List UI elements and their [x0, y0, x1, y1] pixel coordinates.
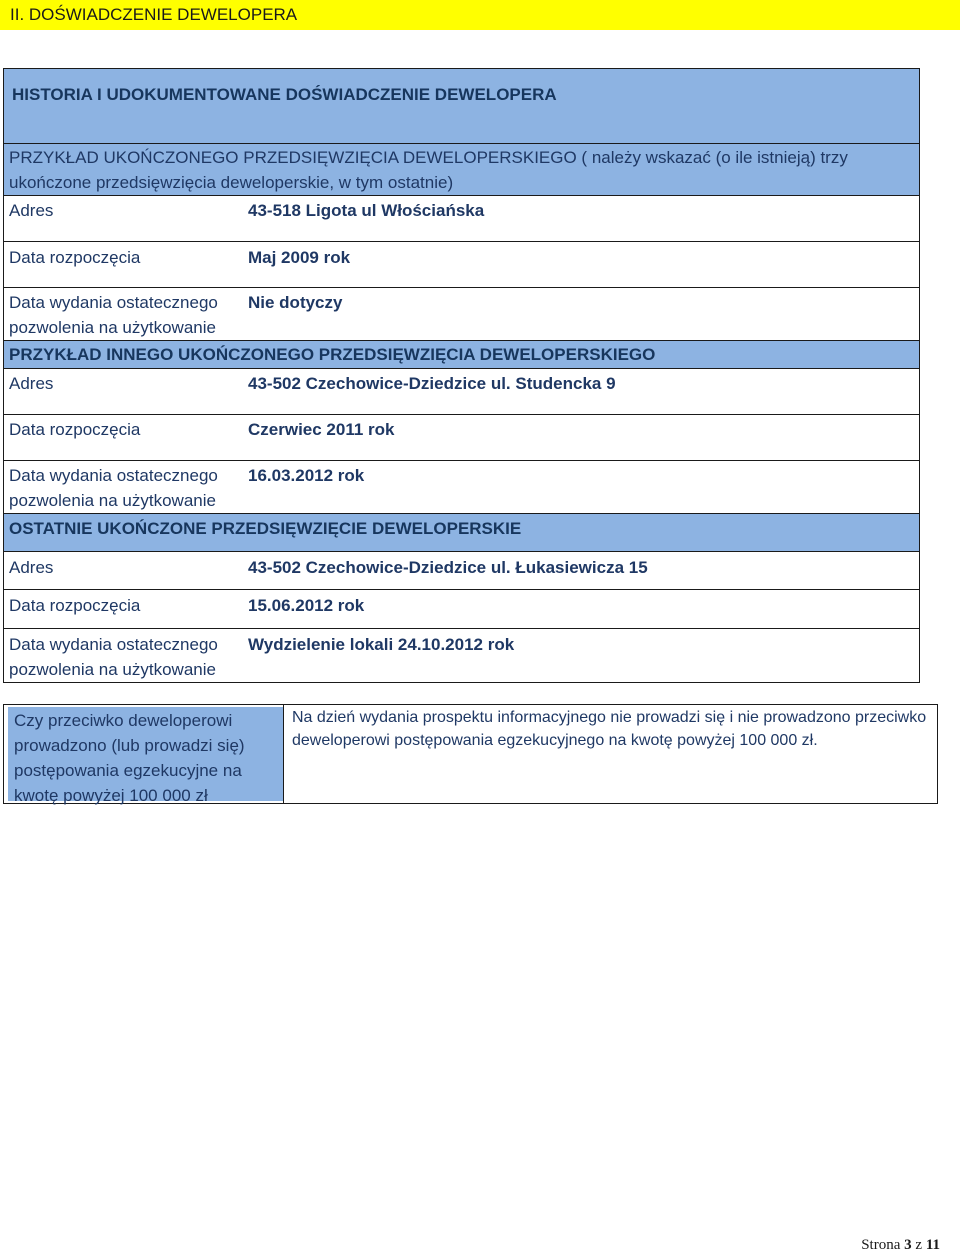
latest-address-row — [3, 551, 920, 590]
example1-permit-value: Nie dotyczy — [248, 293, 343, 312]
footer-total-pages: 11 — [925, 1237, 940, 1253]
latest-header: OSTATNIE UKOŃCZONE PRZEDSIĘWZIĘCIE DEWELOPERSKIE — [9, 519, 522, 538]
enforcement-box — [3, 704, 938, 804]
example1-start-row — [3, 241, 920, 288]
section-title-text: II. DOŚWIADCZENIE DEWELOPERA — [10, 5, 298, 24]
example1-address-label: Adres — [9, 201, 54, 220]
example1-start-value: Maj 2009 rok — [248, 248, 351, 267]
example1-address-row — [3, 195, 920, 242]
footer-current-page: 3 — [904, 1237, 912, 1253]
enforcement-answer: Na dzień wydania prospektu informacyjnego nie prowadzi się i nie prowadzono przeciwko deweloperowi postępowania egzekucyjnego na kwotę powyżej 100 000 zł. — [292, 709, 927, 749]
example2-permit-label-1: Data wydania ostatecznego — [9, 466, 218, 485]
enforcement-question-cell — [8, 707, 284, 805]
page-footer — [861, 1237, 940, 1254]
example2-permit-row — [3, 460, 920, 514]
example2-start-label: Data rozpoczęcia — [9, 420, 141, 439]
footer-middle: z — [911, 1237, 926, 1253]
example2-permit-value: 16.03.2012 rok — [248, 466, 365, 485]
latest-start-row — [3, 589, 920, 629]
section-title — [0, 0, 960, 30]
example1-start-label: Data rozpoczęcia — [9, 248, 141, 267]
example2-header: PRZYKŁAD INNEGO UKOŃCZONEGO PRZEDSIĘWZIĘCIA DEWELOPERSKIEGO — [9, 345, 656, 364]
history-header: HISTORIA I UDOKUMENTOWANE DOŚWIADCZENIE DEWELOPERA — [12, 85, 557, 104]
example1-permit-row — [3, 287, 920, 341]
latest-permit-label-2: pozwolenia na użytkowanie — [9, 660, 216, 679]
example2-header-cell — [3, 340, 920, 369]
example1-permit-label-1: Data wydania ostatecznego — [9, 293, 218, 312]
footer-prefix: Strona — [861, 1237, 905, 1253]
latest-permit-label-1: Data wydania ostatecznego — [9, 635, 218, 654]
latest-start-label: Data rozpoczęcia — [9, 596, 141, 615]
latest-address-value: 43-502 Czechowice-Dziedzice ul. Łukasiewicza 15 — [248, 558, 648, 577]
example1-header: PRZYKŁAD UKOŃCZONEGO PRZEDSIĘWZIĘCIA DEWELOPERSKIEGO ( należy wskazać (o ile istnieją) trzy ukończone przedsięwzięcia deweloperskie, w tym ostatnie) — [9, 148, 848, 192]
example1-permit-label-2: pozwolenia na użytkowanie — [9, 318, 216, 337]
example2-address-label: Adres — [9, 374, 54, 393]
latest-permit-row — [3, 628, 920, 683]
example2-address-row — [3, 368, 920, 415]
example2-permit-label-2: pozwolenia na użytkowanie — [9, 491, 216, 510]
history-header-cell — [3, 68, 920, 144]
example2-start-row — [3, 414, 920, 461]
latest-permit-value: Wydzielenie lokali 24.10.2012 rok — [248, 635, 515, 654]
example2-address-value: 43-502 Czechowice-Dziedzice ul. Studencka 9 — [248, 374, 616, 393]
enforcement-divider — [283, 705, 284, 803]
latest-address-label: Adres — [9, 558, 54, 577]
latest-start-value: 15.06.2012 rok — [248, 596, 365, 615]
latest-header-cell — [3, 513, 920, 552]
example1-header-cell — [3, 143, 920, 196]
enforcement-question: Czy przeciwko deweloperowi prowadzono (lub prowadzi się) postępowania egzekucyjne na kwotę powyżej 100 000 zł — [14, 711, 245, 805]
example2-start-value: Czerwiec 2011 rok — [248, 420, 395, 439]
example1-address-value: 43-518 Ligota ul Włościańska — [248, 201, 485, 220]
